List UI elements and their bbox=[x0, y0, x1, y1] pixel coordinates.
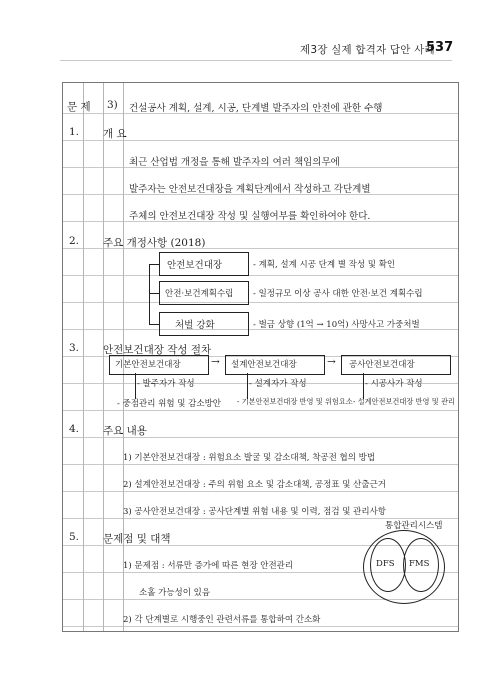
issue-line: 2) 각 단계별로 시행중인 관련서류를 통합하여 간소화 bbox=[123, 615, 321, 625]
section-title: 안전보건대장 작성 절차 bbox=[103, 344, 212, 356]
section-number: 2. bbox=[69, 235, 80, 247]
procedure-sub: - 중점관리 위험 및 감소방안 bbox=[117, 399, 222, 409]
content-line: 3) 공사안전보건대장 : 공사단계별 위험 내용 및 이력, 점검 및 관리사항 bbox=[123, 507, 387, 517]
content-line: 1) 기본안전보건대장 : 위험요소 발굴 및 감소대책, 착공전 협의 방법 bbox=[123, 453, 376, 463]
question-label: 문 제 bbox=[67, 101, 91, 113]
procedure-box-label: 기본안전보건대장 bbox=[115, 360, 181, 370]
overview-line: 발주자는 안전보건대장을 계획단계에서 작성하고 각단계별 bbox=[129, 184, 371, 195]
procedure-sub: - 기본안전보건대장 반영 및 위험요소 bbox=[237, 397, 353, 406]
margin-line bbox=[103, 83, 104, 631]
page-number: 537 bbox=[426, 40, 454, 55]
procedure-sub: - 설계자가 작성 bbox=[249, 379, 307, 389]
bracket-line bbox=[149, 293, 159, 294]
fms-label: FMS bbox=[409, 559, 430, 569]
issue-line: 소홀 가능성이 있음 bbox=[139, 588, 211, 598]
section-title: 주요 개정사항 (2018) bbox=[103, 237, 206, 249]
revision-box-label: 안전·보건계획수립 bbox=[165, 289, 234, 299]
overview-line: 최근 산업법 개정을 통해 발주자의 여러 책임의무에 bbox=[129, 157, 340, 168]
tree-line bbox=[363, 373, 364, 399]
procedure-box-label: 설계안전보건대장 bbox=[231, 360, 297, 370]
procedure-box-label: 공사안전보건대장 bbox=[349, 360, 415, 370]
question-text: 건설공사 계획, 설계, 시공, 단계별 발주자의 안전에 관한 수행 bbox=[129, 103, 383, 114]
bracket-line bbox=[149, 264, 159, 265]
question-number: 3) bbox=[107, 99, 118, 111]
bracket-line bbox=[149, 264, 150, 324]
dfs-label: DFS bbox=[376, 559, 395, 569]
tree-line bbox=[247, 373, 248, 399]
margin-line bbox=[83, 83, 84, 631]
revision-box-label: 안전보건대장 bbox=[167, 260, 223, 271]
diagram-label: 통합관리시스템 bbox=[385, 521, 443, 531]
overview-line: 주체의 안전보건대장 작성 및 실행여부를 확인하여야 한다. bbox=[129, 211, 371, 222]
section-number: 1. bbox=[69, 126, 80, 138]
revision-desc: - 벌금 상향 (1억 → 10억) 사망사고 가중처벌 bbox=[253, 320, 420, 330]
bracket-line bbox=[149, 324, 159, 325]
revision-box-label: 처벌 강화 bbox=[175, 320, 215, 331]
revision-desc: - 계획, 설계 시공 단계 별 작성 및 확인 bbox=[253, 260, 396, 270]
header-divider bbox=[60, 60, 452, 61]
chapter-title: 제3장 실제 합격자 답안 사례 bbox=[300, 44, 435, 56]
section-title: 개 요 bbox=[103, 128, 127, 140]
procedure-sub: - 발주자가 작성 bbox=[137, 379, 195, 389]
section-number: 5. bbox=[69, 531, 80, 543]
revision-desc: - 일정규모 이상 공사 대한 안전·보건 계획수립 bbox=[253, 289, 423, 299]
section-title: 주요 내용 bbox=[103, 425, 147, 437]
tree-line bbox=[135, 373, 136, 399]
content-line: 2) 설계안전보건대장 : 주의 위험 요소 및 감소대책, 공정표 및 산출근거 bbox=[123, 480, 387, 490]
section-number: 3. bbox=[69, 342, 80, 354]
arrow-icon: → bbox=[211, 356, 220, 368]
section-title: 문제점 및 대책 bbox=[103, 533, 171, 545]
arrow-icon: → bbox=[327, 356, 336, 368]
issue-line: 1) 문제점 : 서류만 증가에 따른 현장 안전관리 bbox=[123, 561, 294, 571]
section-number: 4. bbox=[69, 423, 80, 435]
answer-sheet bbox=[62, 82, 459, 632]
procedure-sub: - 시공사가 작성 bbox=[365, 379, 423, 389]
procedure-sub: - 설계안전보건대장 반영 및 관리 bbox=[353, 397, 455, 406]
